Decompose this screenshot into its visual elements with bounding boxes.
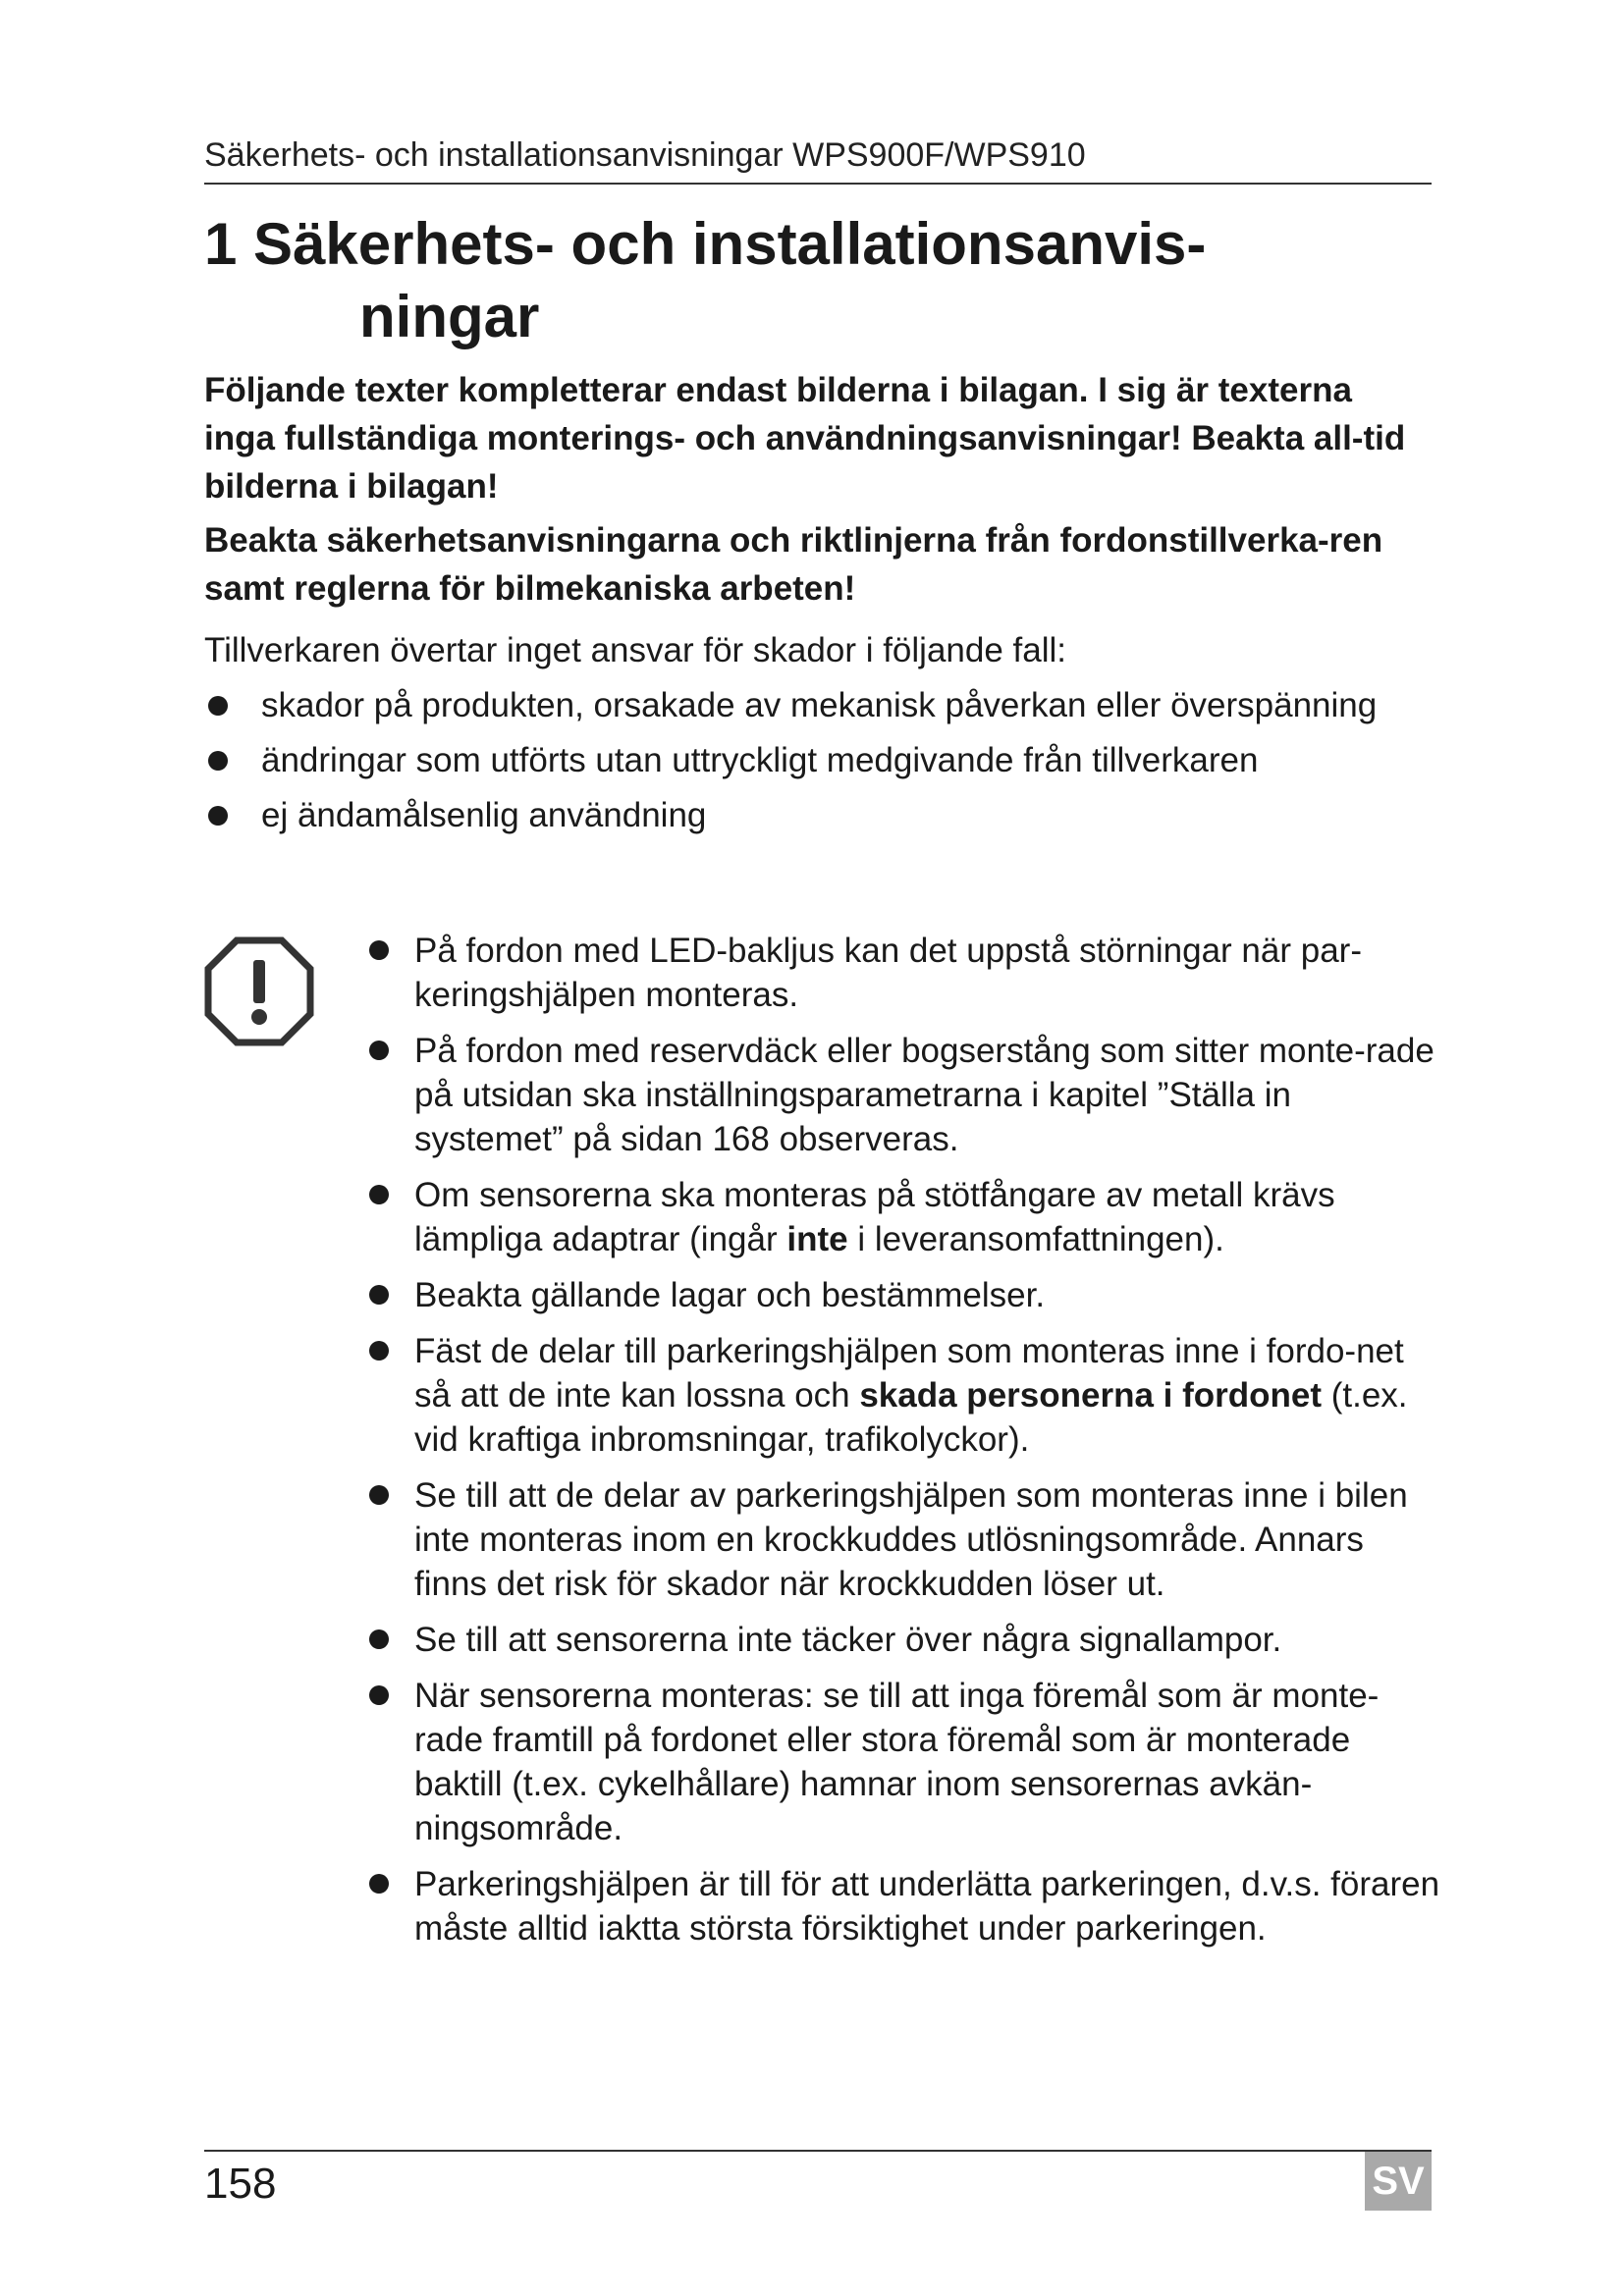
bullet-icon <box>369 1485 389 1505</box>
bullet-icon <box>369 1185 389 1204</box>
emphasis-text: skada personerna i fordonet <box>859 1376 1323 1415</box>
list-item-text-before: Om sensorerna ska monteras på stötfångare av metall krävs lämpliga adaptrar (ingår <box>414 1176 1335 1258</box>
list-item-text: Parkeringshjälpen är till för att underlätta parkeringen, d.v.s. föraren måste alltid iaktta största försiktighet under parkeringen. <box>414 1865 1440 1948</box>
list-item <box>363 1173 1443 1261</box>
list-item-text: När sensorerna monteras: se till att inga föremål som är monte-rade framtill på fordonet eller stora föremål som är monterade baktill (t.ex. cykelhållare) hamnar inom sensorernas avkän-ningsområde. <box>414 1677 1380 1847</box>
bullet-icon <box>369 1341 389 1361</box>
list-item <box>204 739 1441 782</box>
liability-section <box>204 628 1441 837</box>
list-item-text: På fordon med LED-bakljus kan det uppstå störningar när par-keringshjälpen monteras. <box>414 932 1362 1014</box>
bullet-icon <box>369 1629 389 1649</box>
list-item <box>363 1862 1443 1950</box>
bullet-icon <box>208 806 228 826</box>
list-item-text: Beakta gällande lagar och bestämmelser. <box>414 1276 1046 1314</box>
language-tab: SV <box>1365 2152 1432 2211</box>
list-item-text: skador på produkten, orsakade av mekanisk påverkan eller överspänning <box>261 686 1378 724</box>
list-item-text: ej ändamålsenlig användning <box>261 796 707 834</box>
intro-paragraph-1: Följande texter kompletterar endast bilderna i bilagan. I sig är texterna inga fullständiga monterings- och användningsanvisningar! Beakta all-tid bilderna i bilagan! <box>204 371 1406 506</box>
title-line-1 <box>204 208 1432 281</box>
list-item <box>204 684 1441 727</box>
list-item <box>204 794 1441 837</box>
list-item <box>363 1273 1443 1317</box>
liability-list <box>204 684 1441 837</box>
list-item-text: På fordon med reservdäck eller bogserstång som sitter monte-rade på utsidan ska inställningsparametrarna i kapitel ”Ställa in systemet” på sidan 168 observeras. <box>414 1032 1435 1158</box>
bullet-icon <box>369 1285 389 1305</box>
list-item <box>363 1329 1443 1462</box>
emphasis-text: inte <box>786 1220 848 1258</box>
list-item <box>363 1618 1443 1662</box>
bullet-icon <box>369 1874 389 1894</box>
page-title <box>204 208 1432 353</box>
warning-list <box>363 929 1443 1962</box>
list-item-text: Se till att sensorerna inte täcker över några signallampor. <box>414 1621 1282 1659</box>
intro-paragraph-2: Beakta säkerhetsanvisningarna och riktlinjerna från fordonstillverka-ren samt reglerna för bilmekaniska arbeten! <box>204 521 1383 608</box>
liability-lead: Tillverkaren övertar inget ansvar för skador i följande fall: <box>204 631 1066 669</box>
list-item-text: ändringar som utförts utan uttryckligt medgivande från tillverkaren <box>261 741 1259 779</box>
list-item-text-after: (t.ex. vid kraftiga inbromsningar, trafikolyckor). <box>414 1376 1408 1459</box>
list-item-text-after: i leveransomfattningen). <box>847 1220 1224 1258</box>
bullet-icon <box>369 1685 389 1705</box>
page-number: 158 <box>204 2160 277 2208</box>
list-item-text-before: Fäst de delar till parkeringshjälpen som monteras inne i fordo-net så att de inte kan lossna och <box>414 1332 1404 1415</box>
chapter-number: 1 <box>204 211 238 277</box>
bullet-icon <box>369 1041 389 1060</box>
list-item-text: Se till att de delar av parkeringshjälpen som monteras inne i bilen inte monteras inom en krockkuddes utlösningsområde. Annars finns det risk för skador när krockkudden löser ut. <box>414 1476 1408 1603</box>
list-item <box>363 1473 1443 1606</box>
bullet-icon <box>369 940 389 960</box>
title-text-line-1: Säkerhets- och installationsanvis- <box>253 211 1207 277</box>
list-item <box>363 929 1443 1017</box>
header-divider <box>204 183 1432 185</box>
list-item <box>363 1674 1443 1850</box>
title-line-2: ningar <box>359 284 540 349</box>
bullet-icon <box>208 696 228 716</box>
running-header: Säkerhets- och installationsanvisningar WPS900F/WPS910 <box>204 136 1086 174</box>
footer-divider <box>204 2150 1432 2152</box>
list-item <box>363 1029 1443 1161</box>
warning-octagon-icon <box>204 936 314 1046</box>
bullet-icon <box>208 751 228 771</box>
